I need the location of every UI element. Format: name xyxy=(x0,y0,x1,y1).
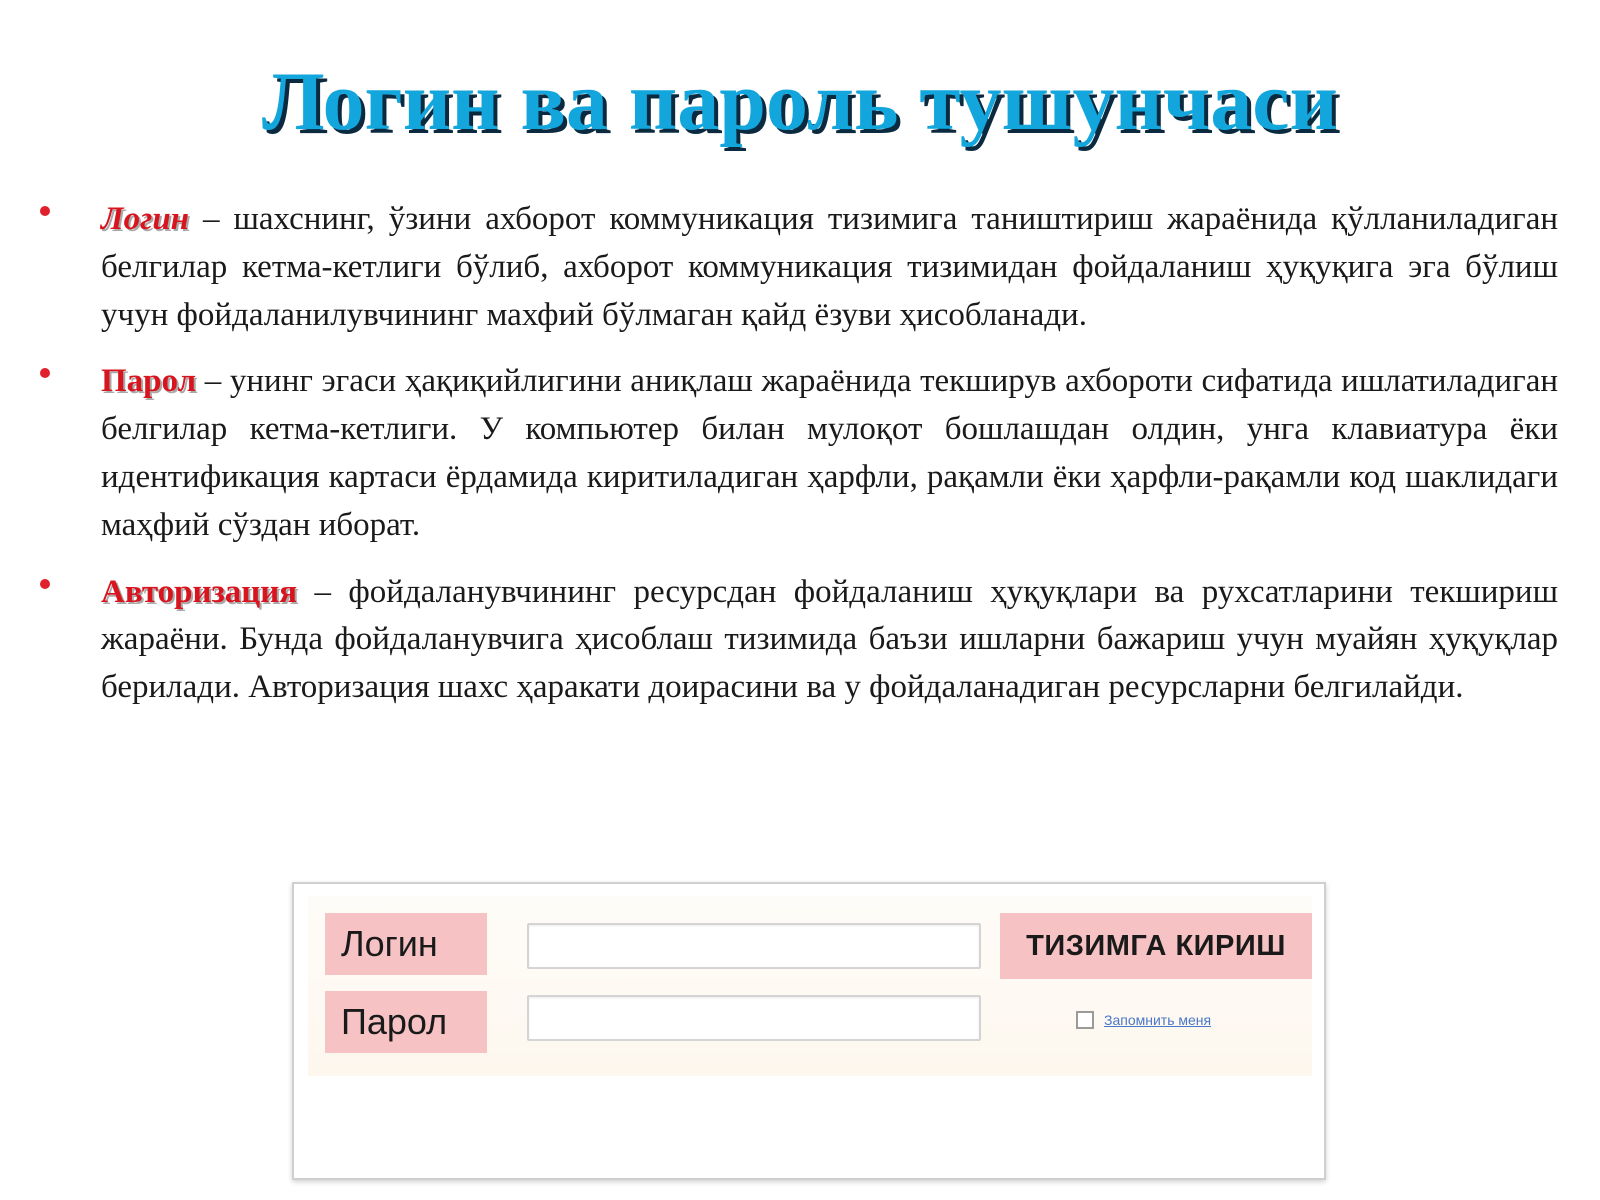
bullet-dot-icon xyxy=(40,579,50,589)
bullet-item-avtorizatsiya xyxy=(40,569,1558,712)
bullet-list xyxy=(40,196,1558,731)
bullet-term: Логин xyxy=(101,201,189,237)
remember-me-checkbox[interactable] xyxy=(1076,1011,1094,1029)
bullet-term: Парол xyxy=(101,363,197,400)
bullet-item-parol xyxy=(40,358,1558,549)
bullet-term: Авторизация xyxy=(101,573,298,610)
bullet-dot-icon xyxy=(40,368,50,378)
login-input[interactable] xyxy=(527,923,981,969)
bullet-definition: – унинг эгаси ҳақиқийлигини аниқлаш жараёнида текширув ахбороти сифатида ишлатиладиган белгилар кетма-кетлиги. У компьютер билан мулоқот бошлашдан олдин, унга клавиатура ёки идентификация картаси ёрдамида киритиладиган ҳарфли, рақамли ёки ҳарфли-рақамли код шаклидаги маҳфий сўздан иборат. xyxy=(101,363,1558,543)
login-submit-button[interactable]: ТИЗИМГА КИРИШ xyxy=(1000,913,1312,979)
bullet-text xyxy=(101,358,1558,549)
bullet-item-login xyxy=(40,196,1558,339)
slide-title: Логин ва пароль тушунчаси xyxy=(262,55,1338,148)
bullet-text xyxy=(101,569,1558,712)
bullet-dot-icon xyxy=(40,206,50,216)
password-label: Парол xyxy=(325,991,487,1053)
remember-me[interactable] xyxy=(1076,1009,1211,1031)
bullet-definition: – фойдаланувчининг ресурсдан фойдаланиш ҳуқуқлари ва рухсатларини текшириш жараёни. Бунда фойдаланувчига ҳисоблаш тизимида баъзи ишларни бажариш учун муайян ҳуқуқлар берилади. Авторизация шахс ҳаракати доирасини ва у фойдаланадиган ресурсларни белгилайди. xyxy=(101,573,1558,706)
login-label: Логин xyxy=(325,913,487,975)
bullet-text xyxy=(101,196,1558,339)
remember-me-link[interactable]: Запомнить меня xyxy=(1104,1012,1212,1028)
bullet-definition: – шахснинг, ўзини ахборот коммуникация тизимига таништириш жараёнида қўлланиладиган белгилар кетма-кетлиги бўлиб, ахборот коммуникация тизимидан фойдаланиш ҳуқуқига эга бўлиш учун фойдаланилувчининг махфий бўлмаган қайд ёзуви ҳисобланади. xyxy=(101,201,1558,333)
password-input[interactable] xyxy=(527,995,981,1041)
